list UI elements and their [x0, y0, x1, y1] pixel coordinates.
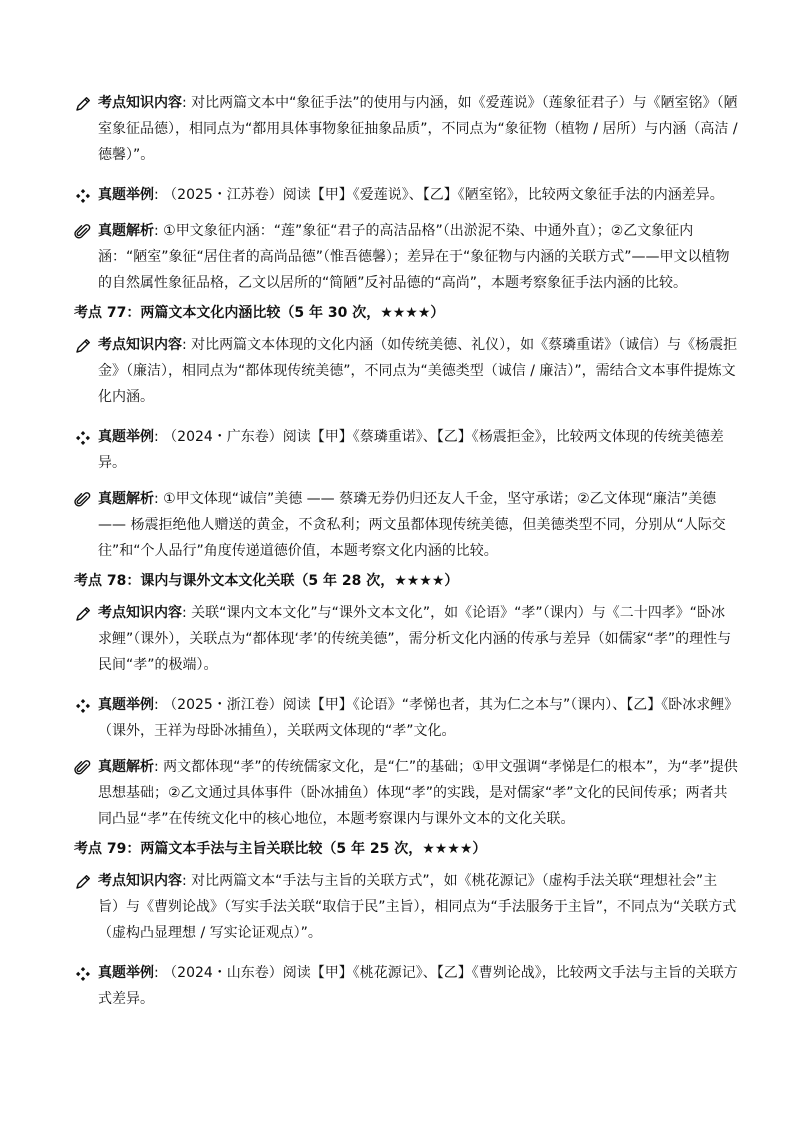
example-label: 真题举例: [98, 187, 154, 203]
example-label: 真题举例: [98, 697, 154, 713]
analysis-text: ①甲文体现“诚信”美德 —— 蔡璘无券仍归还友人千金，坚守承诺；②乙文体现“廉洁”美德 —— 杨震拒绝他人赠送的黄金，不贪私利；两文虽都体现传统美德，但美德类型不同，分别从“人际交往”和“个人品行”角度传递道德价值，本题考察文化内涵的比较。: [98, 491, 726, 559]
analysis-block: 真题解析: 两文都体现“孝”的传统儒家文化，是“仁”的基础；①甲文强调“孝悌是仁的根本”，为“孝”提供思想基础；②乙文通过具体事件（卧冰捕鱼）体现“孝”的实践，是对儒家“孝”文化的民间传承；两者共同凸显“孝”在传统文化中的核心地位，本题考察课内与课外文本的文化关联。: [74, 754, 738, 832]
analysis-text: ①甲文象征内涵：“莲”象征“君子的高洁品格”（出淤泥不染、中通外直）；②乙文象征内涵：“陋室”象征“居住者的高尚品德”（惟吾德馨）；差异在于“象征物与内涵的关联方式”——甲文以植物的自然属性象征品格，乙文以居所的“简陋”反衬品德的“高尚”，本题考察象征手法内涵的比较。: [98, 223, 730, 291]
knowledge-block: 考点知识内容: 对比两篇文本体现的文化内涵（如传统美德、礼仪），如《蔡璘重诺》（诚信）与《杨震拒金》（廉洁），相同点为“都体现传统美德”，不同点为“美德类型（诚信 / 廉洁）”，需结合文本事件提炼文化内涵。: [74, 332, 738, 410]
example-text: （2024・山东卷）阅读【甲】《桃花源记》、【乙】《曹刿论战》，比较两文手法与主旨的关联方式差异。: [98, 965, 738, 1007]
analysis-block: 真题解析: ①甲文象征内涵：“莲”象征“君子的高洁品格”（出淤泥不染、中通外直）；②乙文象征内涵：“陋室”象征“居住者的高尚品德”（惟吾德馨）；差异在于“象征物与内涵的关联方式”——甲文以植物的自然属性象征品格，乙文以居所的“简陋”反衬品德的“高尚”，本题考察象征手法内涵的比较。: [74, 218, 738, 296]
analysis-label: 真题解析: [98, 759, 154, 775]
knowledge-text: 对比两篇文本“手法与主旨的关联方式”，如《桃花源记》（虚构手法关联“理想社会”主旨）与《曹刿论战》（写实手法关联“取信于民”主旨），相同点为“手法服务于主旨”，不同点为“关联方式（虚构凸显理想 / 写实论证观点）”。: [98, 873, 737, 941]
example-text: （2025・江苏卷）阅读【甲】《爱莲说》、【乙】《陋室铭》，比较两文象征手法的内涵差异。: [163, 187, 724, 203]
knowledge-block: 考点知识内容: 对比两篇文本中“象征手法”的使用与内涵，如《爱莲说》（莲象征君子）与《陋室铭》（陋室象征品德），相同点为“都用具体事物象征抽象品质”，不同点为“象征物（植物 / 居所）与内涵（高洁 / 德馨）”。: [74, 90, 738, 168]
diamond-bullet-icon: [74, 187, 92, 205]
section-heading-78: 考点 78：课内与课外文本文化关联（5 年 28 次，★★★★）: [74, 573, 459, 589]
pencil-icon: [74, 337, 92, 355]
knowledge-text: 关联“课内文本文化”与“课外文本文化”，如《论语》“孝”（课内）与《二十四孝》“卧冰求鲤”（课外），关联点为“都体现‘孝’的传统美德”，需分析文化内涵的传承与差异（如儒家“孝”的理性与民间“孝”的极端）。: [98, 605, 732, 673]
knowledge-label: 考点知识内容: [98, 873, 182, 889]
example-block: 真题举例: （2025・江苏卷）阅读【甲】《爱莲说》、【乙】《陋室铭》，比较两文象征手法的内涵差异。: [74, 182, 738, 208]
pencil-icon: [74, 873, 92, 891]
paperclip-icon: [74, 491, 92, 509]
knowledge-label: 考点知识内容: [98, 95, 182, 111]
analysis-text: 两文都体现“孝”的传统儒家文化，是“仁”的基础；①甲文强调“孝悌是仁的根本”，为“孝”提供思想基础；②乙文通过具体事件（卧冰捕鱼）体现“孝”的实践，是对儒家“孝”文化的民间传承；两者共同凸显“孝”在传统文化中的核心地位，本题考察课内与课外文本的文化关联。: [98, 759, 738, 827]
analysis-block: 真题解析: ①甲文体现“诚信”美德 —— 蔡璘无券仍归还友人千金，坚守承诺；②乙文体现“廉洁”美德 —— 杨震拒绝他人赠送的黄金，不贪私利；两文虽都体现传统美德，但美德类型不同，分别从“人际交往”和“个人品行”角度传递道德价值，本题考察文化内涵的比较。: [74, 486, 738, 564]
analysis-label: 真题解析: [98, 223, 154, 239]
example-text: （2025・浙江卷）阅读【甲】《论语》“孝悌也者，其为仁之本与”（课内）、【乙】《卧冰求鲤》（课外，王祥为母卧冰捕鱼），关联两文体现的“孝”文化。: [98, 697, 732, 739]
pencil-icon: [74, 95, 92, 113]
knowledge-label: 考点知识内容: [98, 605, 182, 621]
knowledge-text: 对比两篇文本体现的文化内涵（如传统美德、礼仪），如《蔡璘重诺》（诚信）与《杨震拒金》（廉洁），相同点为“都体现传统美德”，不同点为“美德类型（诚信 / 廉洁）”，需结合文本事件提炼文化内涵。: [98, 337, 738, 405]
example-block: 真题举例: （2024・山东卷）阅读【甲】《桃花源记》、【乙】《曹刿论战》，比较两文手法与主旨的关联方式差异。: [74, 960, 738, 1012]
example-block: 真题举例: （2025・浙江卷）阅读【甲】《论语》“孝悌也者，其为仁之本与”（课内）、【乙】《卧冰求鲤》（课外，王祥为母卧冰捕鱼），关联两文体现的“孝”文化。: [74, 692, 738, 744]
knowledge-text: 对比两篇文本中“象征手法”的使用与内涵，如《爱莲说》（莲象征君子）与《陋室铭》（陋室象征品德），相同点为“都用具体事物象征抽象品质”，不同点为“象征物（植物 / 居所）与内涵（高洁 / 德馨）”。: [98, 95, 738, 163]
example-text: （2024・广东卷）阅读【甲】《蔡璘重诺》、【乙】《杨震拒金》，比较两文体现的传统美德差异。: [98, 429, 724, 471]
pencil-icon: [74, 605, 92, 623]
example-label: 真题举例: [98, 429, 154, 445]
diamond-bullet-icon: [74, 697, 92, 715]
diamond-bullet-icon: [74, 965, 92, 983]
paperclip-icon: [74, 759, 92, 777]
analysis-label: 真题解析: [98, 491, 154, 507]
paperclip-icon: [74, 223, 92, 241]
diamond-bullet-icon: [74, 429, 92, 447]
section-heading-79: 考点 79：两篇文本手法与主旨关联比较（5 年 25 次，★★★★）: [74, 841, 487, 857]
knowledge-block: 考点知识内容: 对比两篇文本“手法与主旨的关联方式”，如《桃花源记》（虚构手法关联“理想社会”主旨）与《曹刿论战》（写实手法关联“取信于民”主旨），相同点为“手法服务于主旨”，不同点为“关联方式（虚构凸显理想 / 写实论证观点）”。: [74, 868, 738, 946]
example-label: 真题举例: [98, 965, 154, 981]
knowledge-label: 考点知识内容: [98, 337, 182, 353]
example-block: 真题举例: （2024・广东卷）阅读【甲】《蔡璘重诺》、【乙】《杨震拒金》，比较两文体现的传统美德差异。: [74, 424, 738, 476]
knowledge-block: 考点知识内容: 关联“课内文本文化”与“课外文本文化”，如《论语》“孝”（课内）与《二十四孝》“卧冰求鲤”（课外），关联点为“都体现‘孝’的传统美德”，需分析文化内涵的传承与差异（如儒家“孝”的理性与民间“孝”的极端）。: [74, 600, 738, 678]
section-heading-77: 考点 77：两篇文本文化内涵比较（5 年 30 次，★★★★）: [74, 305, 445, 321]
document-content: [74, 90, 738, 1012]
